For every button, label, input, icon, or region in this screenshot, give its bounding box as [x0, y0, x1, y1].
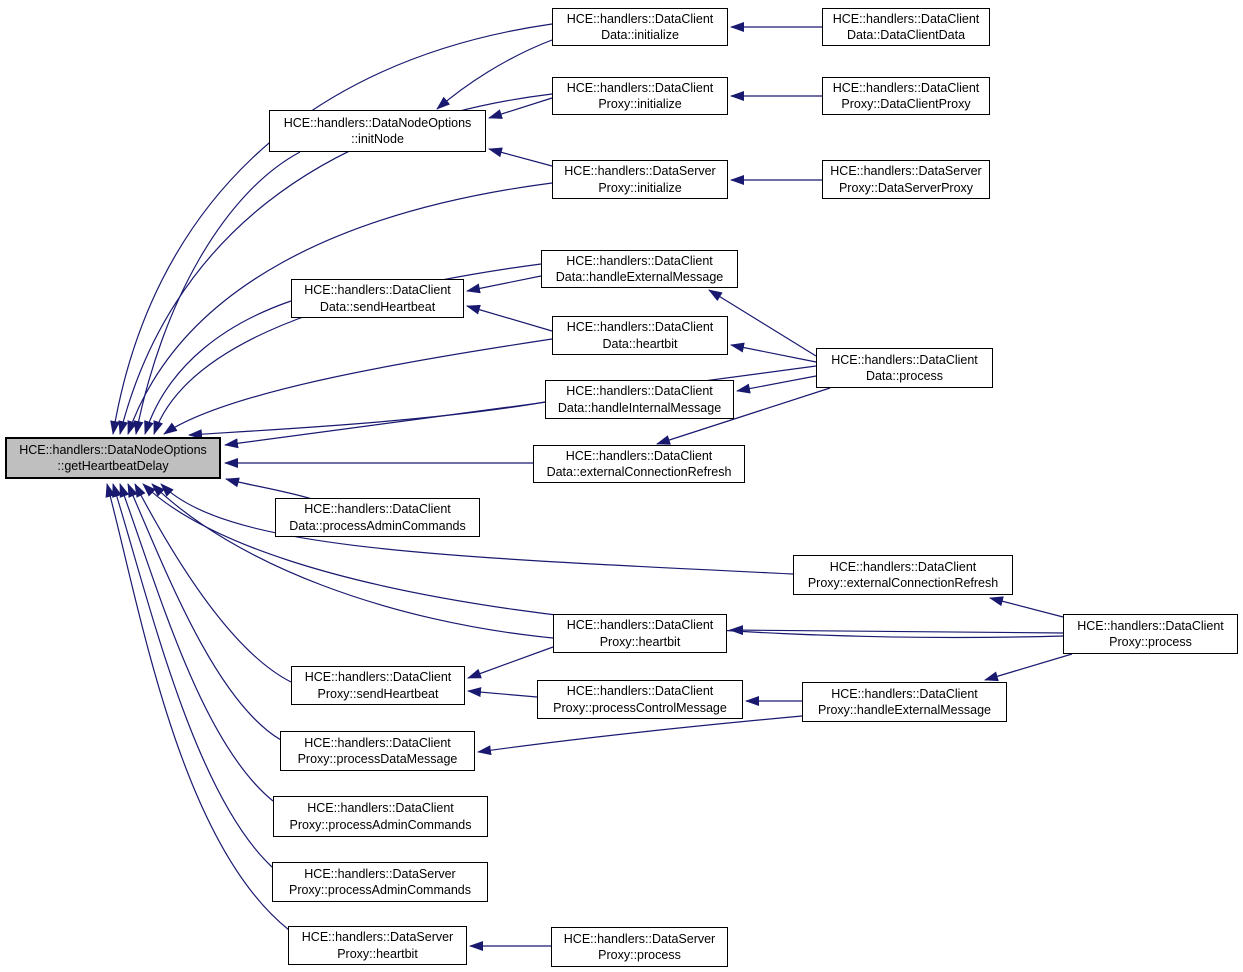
node-init-node[interactable] — [269, 110, 486, 152]
node-label-line1: HCE::handlers::DataServer — [304, 866, 456, 881]
node-label-line1: HCE::handlers::DataClient — [566, 80, 714, 95]
node-label-line2: Proxy::heartbit — [599, 634, 681, 649]
node-data-send-heartbeat[interactable] — [291, 279, 464, 318]
node-data-client-data[interactable] — [822, 8, 990, 46]
node-label-line1: HCE::handlers::DataClient — [1077, 618, 1224, 633]
node-label-line2: Proxy::processAdminCommands — [288, 883, 471, 897]
node-label-line2: Proxy::heartbit — [337, 946, 418, 961]
node-label-line2: Data::DataClientData — [846, 28, 966, 42]
node-label-line2: Proxy::processControlMessage — [553, 700, 727, 715]
node-ds-proxy-initialize[interactable] — [552, 160, 728, 199]
node-label-line2: Proxy::initialize — [598, 97, 682, 111]
node-ds-proxy-heartbit[interactable] — [288, 926, 467, 965]
edge-proxy-initialize-to-init-node — [489, 98, 552, 118]
edge-ds-proxy-process-admin-commands-to-get-heartbeat-delay — [113, 484, 272, 867]
node-label-line2: Data::heartbit — [602, 336, 678, 351]
edge-data-process-admin-commands-to-get-heartbeat-delay — [226, 479, 312, 499]
node-label-line2: Data::initialize — [601, 28, 679, 42]
node-label-line2: Proxy::sendHeartbeat — [317, 686, 439, 701]
node-label-line1: HCE::handlers::DataClient — [566, 253, 713, 268]
node-label-line2: Proxy::externalConnectionRefresh — [807, 576, 999, 590]
node-label-line1: HCE::handlers::DataClient — [566, 11, 714, 26]
node-data-initialize[interactable] — [552, 8, 728, 46]
node-label-line2: Data::externalConnectionRefresh — [546, 465, 732, 479]
node-label-line1: HCE::handlers::DataClient — [565, 448, 713, 463]
node-label-line1: HCE::handlers::DataServer — [564, 164, 716, 179]
node-label-line1: HCE::handlers::DataClient — [566, 320, 714, 335]
node-ds-proxy-process[interactable] — [551, 927, 728, 967]
node-label-line1: HCE::handlers::DataClient — [831, 352, 978, 367]
node-label-line2: Proxy::handleExternalMessage — [817, 703, 991, 717]
node-label-line2: Proxy::process — [598, 948, 681, 962]
node-get-heartbeat-delay[interactable] — [5, 437, 221, 479]
edge-proxy-process-to-proxy-external-connection-refresh — [990, 598, 1063, 617]
node-data-process[interactable] — [816, 348, 993, 388]
node-proxy-process-control-message[interactable] — [537, 680, 743, 719]
node-proxy-process[interactable] — [1063, 614, 1238, 654]
edge-data-heartbit-to-data-send-heartbeat — [467, 306, 552, 331]
edge-data-heartbit-to-get-heartbeat-delay — [164, 339, 552, 434]
node-label-line2: Proxy::DataServerProxy — [838, 180, 974, 195]
edge-proxy-process-to-proxy-heartbit — [730, 630, 1063, 633]
node-label-line2: Data::handleExternalMessage — [555, 270, 724, 284]
node-label-line1: HCE::handlers::DataNodeOptions — [283, 115, 472, 130]
node-label-line2: Data::processAdminCommands — [289, 518, 466, 533]
node-label-line1: HCE::handlers::DataClient — [832, 80, 980, 95]
node-label-line1: HCE::handlers::DataClient — [566, 384, 713, 399]
node-data-client-proxy[interactable] — [822, 77, 990, 115]
node-label-line2: Proxy::initialize — [598, 180, 682, 195]
node-data-handle-internal-message[interactable] — [545, 380, 734, 419]
node-label-line2: Proxy::process — [1109, 635, 1192, 649]
node-label-line1: HCE::handlers::DataClient — [566, 618, 714, 633]
node-label-line2: Proxy::processDataMessage — [297, 752, 458, 766]
edge-data-handle-internal-message-to-get-heartbeat-delay — [189, 402, 545, 435]
node-label-line2: ::initNode — [351, 132, 404, 146]
node-label-line1: HCE::handlers::DataServer — [563, 931, 716, 946]
node-label-line2: Data::process — [865, 369, 944, 383]
node-data-server-proxy[interactable] — [822, 160, 990, 199]
node-label-line2: Data::handleInternalMessage — [557, 400, 722, 415]
node-data-handle-external-message[interactable] — [541, 250, 738, 288]
edge-proxy-process-control-message-to-proxy-send-heartbeat — [468, 691, 537, 697]
node-data-heartbit[interactable] — [552, 316, 728, 355]
node-proxy-initialize[interactable] — [552, 77, 728, 115]
edge-data-send-heartbeat-to-get-heartbeat-delay — [145, 301, 291, 434]
node-label-line1: HCE::handlers::DataClient — [307, 801, 454, 816]
node-data-external-connection-refresh[interactable] — [533, 445, 745, 483]
node-proxy-heartbit[interactable] — [553, 614, 727, 653]
edge-proxy-process-to-proxy-handle-external-message — [985, 654, 1072, 680]
edge-data-process-to-data-handle-internal-message — [737, 376, 816, 391]
edge-data-handle-external-message-to-data-send-heartbeat — [467, 276, 541, 291]
edge-proxy-send-heartbeat-to-get-heartbeat-delay — [135, 484, 291, 682]
node-label-line1: HCE::handlers::DataClient — [304, 670, 452, 685]
node-label-line1: HCE::handlers::DataClient — [832, 11, 980, 26]
node-data-process-admin-commands[interactable] — [275, 498, 480, 537]
node-label-line1: HCE::handlers::DataClient — [304, 502, 451, 517]
edge-proxy-handle-external-message-to-proxy-process-data-message — [478, 716, 802, 752]
node-proxy-external-connection-refresh[interactable] — [793, 555, 1013, 595]
node-label-line2: Proxy::processAdminCommands — [289, 817, 472, 832]
node-proxy-send-heartbeat[interactable] — [291, 666, 465, 705]
node-proxy-handle-external-message[interactable] — [802, 682, 1007, 722]
node-label-line1: HCE::handlers::DataClient — [566, 684, 714, 699]
node-proxy-process-data-message[interactable] — [280, 731, 475, 771]
node-label-line1: HCE::handlers::DataNodeOptions — [19, 442, 207, 457]
node-label-line1: HCE::handlers::DataServer — [301, 930, 454, 945]
node-proxy-process-admin-commands[interactable] — [273, 796, 488, 837]
node-label-line1: HCE::handlers::DataClient — [304, 735, 451, 750]
node-label-line1: HCE::handlers::DataClient — [829, 559, 977, 574]
node-label-line1: HCE::handlers::DataServer — [830, 164, 982, 179]
edge-data-initialize-to-init-node — [437, 40, 552, 109]
node-label-line1: HCE::handlers::DataClient — [831, 686, 978, 701]
node-label-line2: Proxy::DataClientProxy — [841, 97, 971, 111]
node-label-line2: ::getHeartbeatDelay — [57, 459, 169, 473]
node-label-line1: HCE::handlers::DataClient — [304, 283, 451, 298]
edge-proxy-process-admin-commands-to-get-heartbeat-delay — [120, 484, 273, 801]
edge-proxy-heartbit-to-proxy-send-heartbeat — [468, 647, 553, 678]
node-ds-proxy-process-admin-commands[interactable] — [272, 862, 488, 902]
node-label-line2: Data::sendHeartbeat — [319, 299, 436, 314]
edge-ds-proxy-initialize-to-init-node — [489, 149, 552, 166]
